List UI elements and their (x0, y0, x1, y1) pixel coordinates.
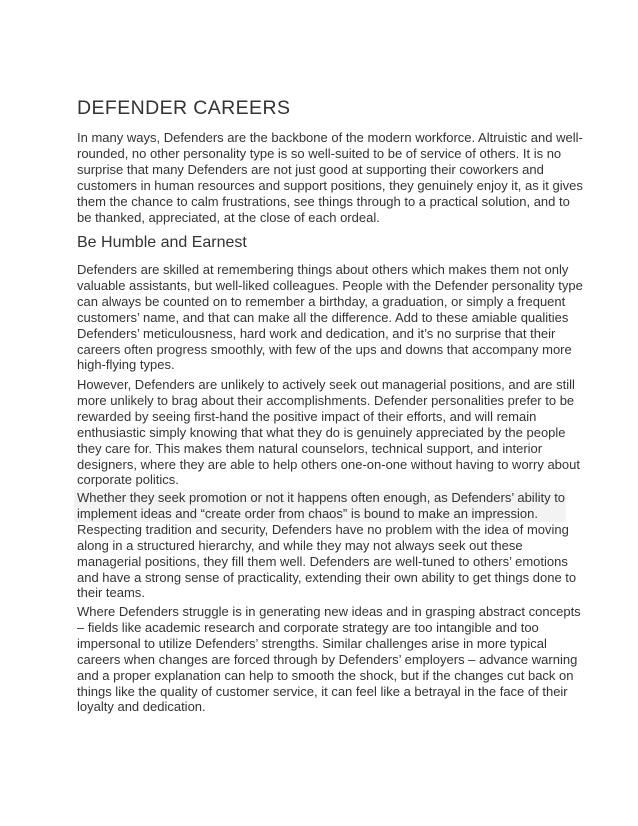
body-paragraph (77, 377, 580, 488)
text-line: surprise that many Defenders are not just good at supporting their coworkers and (77, 161, 544, 177)
text-line: However, Defenders are unlikely to actively seek out managerial positions, and are still (77, 377, 575, 392)
highlighted-text-line: Whether they seek promotion or not it happens often enough, as Defenders’ ability to (74, 490, 566, 506)
text-line: things like the quality of customer service, it can feel like a betrayal in the face of their (77, 683, 568, 699)
text-line: Defenders’ meticulousness, hard work and dedication, and it’s no surprise that their (77, 325, 556, 341)
text-line: be thanked, appreciated, at the close of each ordeal. (77, 209, 380, 225)
text-line: them the chance to calm frustrations, see things through to a practical solution, and to (77, 193, 570, 209)
text-line: loyalty and dedication. (77, 699, 206, 715)
body-paragraph (77, 262, 583, 373)
text-line: managerial positions, they fill them well. Defenders are well-tuned to others’ emotions (77, 553, 568, 569)
intro-paragraph (77, 130, 583, 225)
text-line: can always be counted on to remember a birthday, a graduation, or simply a frequent (77, 293, 566, 309)
text-line: corporate politics. (77, 472, 179, 488)
text-line: impersonal to utilize Defenders’ strengths. Similar challenges arise in more typical (77, 635, 547, 651)
text-line: high-flying types. (77, 357, 175, 373)
text-line: customers’ name, and that can make all the difference. Add to these amiable qualities (77, 309, 569, 325)
text-line: their teams. (77, 585, 145, 601)
text-line: enthusiastic simply knowing that what they do is genuinely appreciated by the people (77, 424, 566, 440)
text-line: more unlikely to brag about their accomplishments. Defender personalities prefer to be (77, 392, 575, 408)
text-line: careers when changes are forced through by Defenders’ employers – advance warning (77, 651, 578, 667)
text-line: Where Defenders struggle is in generating new ideas and in grasping abstract concepts (77, 604, 581, 619)
text-line: and a proper explanation can help to smooth the shock, but if the changes cut back on (77, 667, 574, 683)
text-line: – fields like academic research and corporate strategy are too intangible and too (77, 619, 539, 635)
text-line: along in a structured hierarchy, and while they may not always seek out these (77, 537, 523, 553)
page-title: DEFENDER CAREERS (77, 97, 291, 119)
body-paragraph (77, 490, 577, 601)
text-line: and have a strong sense of practicality, extending their own ability to get things done to (77, 569, 577, 585)
text-line: careers often progress smoothly, with few of the ups and downs that accompany more (77, 341, 572, 357)
text-line: valuable assistants, but well-liked colleagues. People with the Defender personality type (77, 277, 583, 293)
text-line: Defenders are skilled at remembering things about others which makes them not only (77, 262, 569, 277)
text-line: customers in human resources and support positions, they genuinely enjoy it, as it gives (77, 177, 583, 193)
text-line: Respecting tradition and security, Defenders have no problem with the idea of moving (77, 521, 569, 537)
highlighted-text-line: implement ideas and “create order from chaos” is bound to make an impression. (74, 506, 566, 522)
text-line: In many ways, Defenders are the backbone of the modern workforce. Altruistic and well- (77, 130, 583, 145)
text-line: they care for. This makes them natural counselors, technical support, and interior (77, 440, 543, 456)
text-line: rounded, no other personality type is so well-suited to be of service of others. It is no (77, 145, 562, 161)
text-line: designers, where they are able to help others one-on-one without having to worry about (77, 456, 580, 472)
section-heading: Be Humble and Earnest (77, 234, 247, 251)
text-line: rewarded by seeing first-hand the positive impact of their efforts, and will remain (77, 408, 537, 424)
body-paragraph (77, 604, 581, 715)
